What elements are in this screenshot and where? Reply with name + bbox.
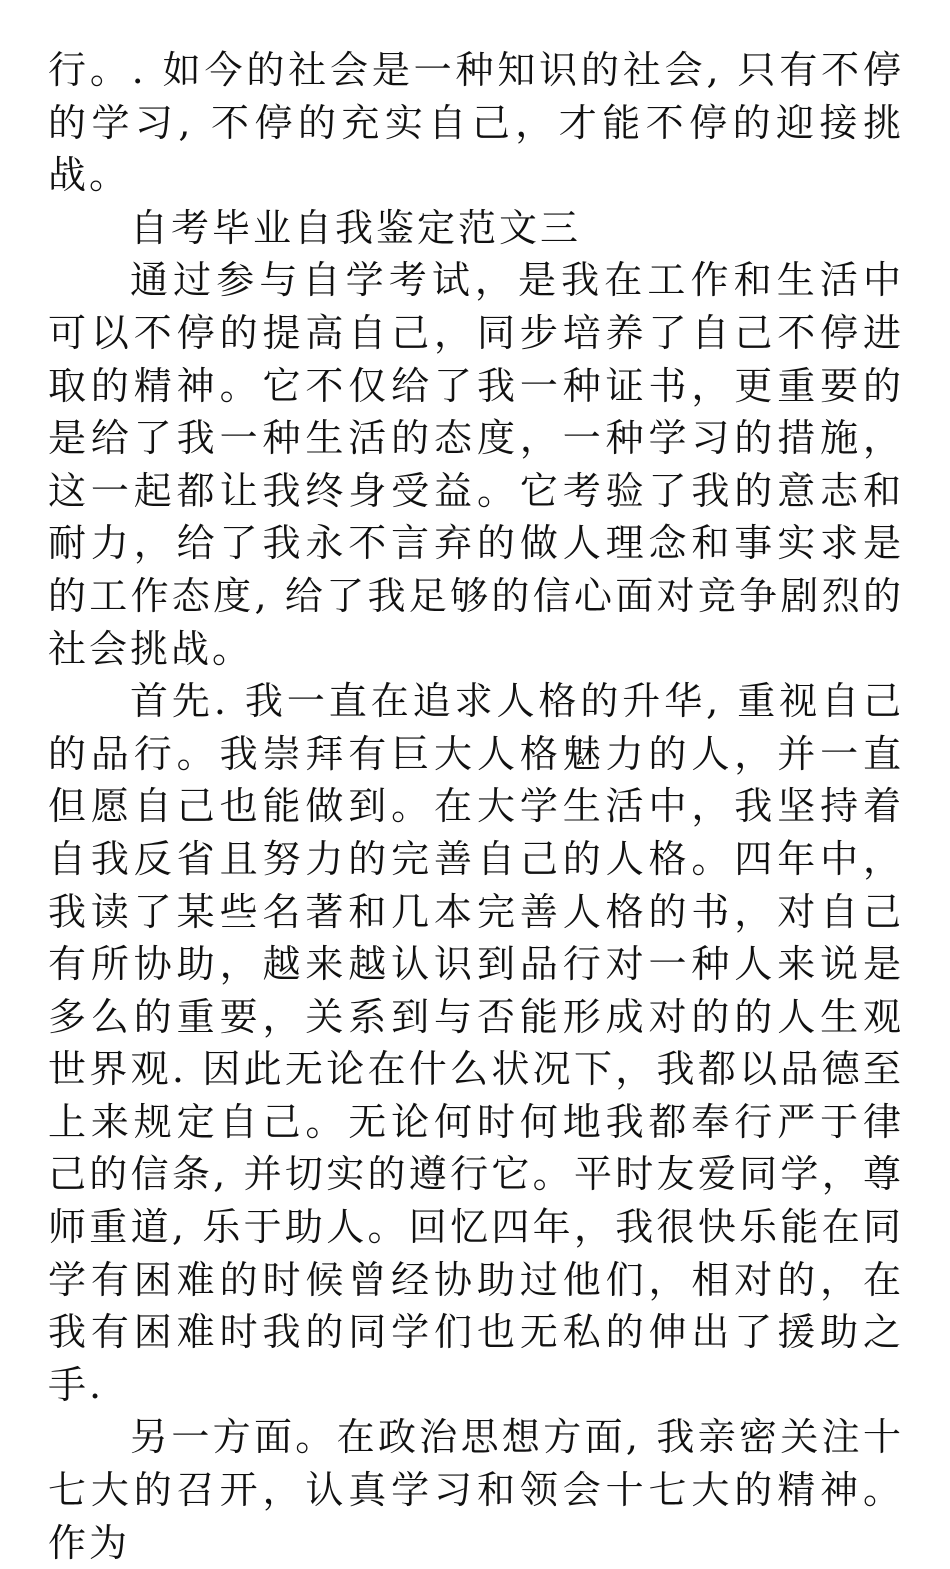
paragraph-politics: 另一方面。在政治思想方面, 我亲密关注十七大的召开，认真学习和领会十七大的精神。作为 bbox=[48, 1415, 904, 1565]
paragraph-continuation: 行。. 如今的社会是一种知识的社会, 只有不停的学习, 不停的充实自己，才能不停的迎接挑战。 bbox=[48, 48, 904, 198]
section-heading: 自考毕业自我鉴定范文三 bbox=[130, 205, 582, 250]
document-page bbox=[48, 44, 904, 1569]
paragraph-character: 首先. 我一直在追求人格的升华, 重视自己的品行。我崇拜有巨大人格魅力的人，并一直但愿自己也能做到。在大学生活中，我坚持着自我反省且努力的完善自己的人格。四年中，我读了某些名著和几本完善人格的书，对自己有所协助，越来越认识到品行对一种人来说是多么的重要，关系到与否能形成对的的人生观世界观. 因此无论在什么状况下，我都以品德至上来规定自己。无论何时何地我都奉行严于律己的信条, 并切实的遵行它。平时友爱同学，尊师重道, 乐于助人。回忆四年，我很快乐能在同学有困难的时候曾经协助过他们，相对的，在我有困难时我的同学们也无私的伸出了援助之手. bbox=[48, 679, 904, 1407]
paragraph-intro: 通过参与自学考试，是我在工作和生活中可以不停的提高自己，同步培养了自己不停进取的精神。它不仅给了我一种证书，更重要的是给了我一种生活的态度，一种学习的措施，这一起都让我终身受益。它考验了我的意志和耐力，给了我永不言弃的做人理念和事实求是的工作态度, 给了我足够的信心面对竞争剧烈的社会挑战。 bbox=[48, 258, 904, 671]
